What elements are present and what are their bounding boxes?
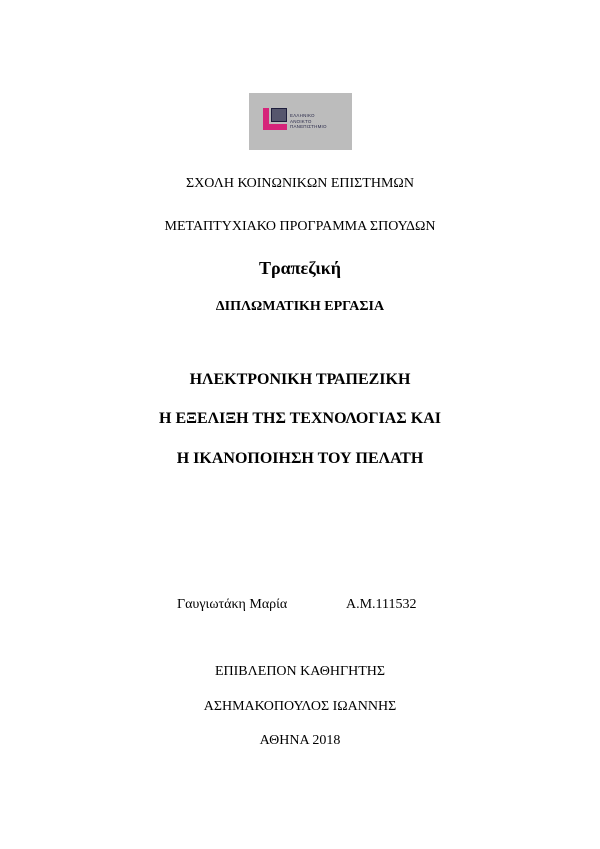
university-logo <box>249 93 352 150</box>
thesis-title-line-3: Η ΙΚΑΝΟΠΟΙΗΣΗ ΤΟΥ ΠΕΛΑΤΗ <box>176 450 424 467</box>
school-name: ΣΧΟΛΗ ΚΟΙΝΩΝΙΚΩΝ ΕΠΙΣΤΗΜΩΝ <box>186 176 414 191</box>
logo-text-line: ΠΑΝΕΠΙΣΤΗΜΙΟ <box>290 124 327 129</box>
program-name: ΜΕΤΑΠΤΥΧΙΑΚΟ ΠΡΟΓΡΑΜΜΑ ΣΠΟΥΔΩΝ <box>164 219 436 234</box>
place-date: ΑΘΗΝΑ 2018 <box>259 733 341 748</box>
supervisor-name: ΑΣΗΜΑΚΟΠΟΥΛΟΣ ΙΩΑΝΝΗΣ <box>203 699 397 714</box>
student-name: Γαυγιωτάκη Μαρία <box>177 597 288 612</box>
thesis-type: ΔΙΠΛΩΜΑΤΙΚΗ ΕΡΓΑΣΙΑ <box>215 299 385 314</box>
thesis-title-line-2: Η ΕΞΕΛΙΞΗ ΤΗΣ ΤΕΧΝΟΛΟΓΙΑΣ ΚΑΙ <box>159 410 441 427</box>
university-logo-icon <box>263 108 287 130</box>
thesis-title-line-1: ΗΛΕΚΤΡΟΝΙΚΗ ΤΡΑΠΕΖΙΚΗ <box>189 371 411 388</box>
student-id: Α.Μ.111532 <box>346 597 417 612</box>
specialization: Τραπεζική <box>258 258 342 278</box>
supervisor-label: ΕΠΙΒΛΕΠΟΝ ΚΑΘΗΓΗΤΗΣ <box>214 664 386 679</box>
logo-text <box>290 113 327 130</box>
logo-text-line: ΕΛΛΗΝΙΚΟ <box>290 113 315 118</box>
logo-text-line: ΑΝΟΙΚΤΟ <box>290 118 312 124</box>
